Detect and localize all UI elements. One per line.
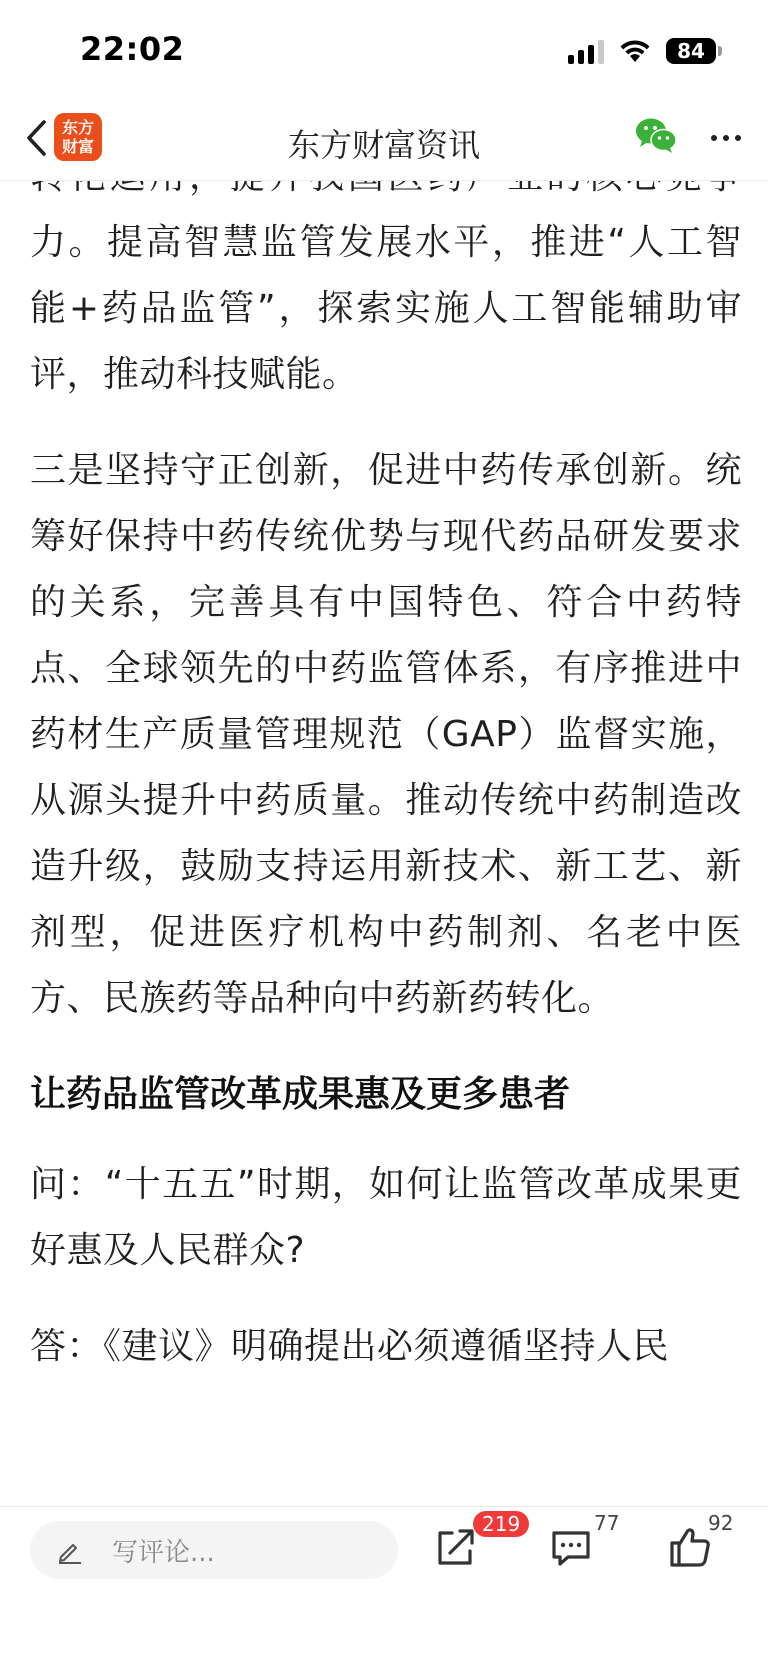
battery-level: 84 (677, 39, 705, 63)
logo-text-line2: 财富 (61, 137, 94, 156)
comment-count: 77 (594, 1511, 620, 1535)
comments-button[interactable] (542, 1517, 602, 1577)
logo-text-line1: 东方 (61, 118, 94, 137)
app-logo[interactable] (54, 113, 102, 161)
wechat-share-button[interactable] (634, 116, 678, 160)
comment-placeholder: 写评论... (112, 1537, 215, 1568)
comment-icon (542, 1517, 602, 1577)
share-count-badge: 219 (473, 1511, 529, 1537)
comment-input[interactable] (30, 1521, 398, 1579)
nav-bar (0, 100, 768, 181)
status-bar (0, 0, 768, 100)
article-paragraph: 答：《建议》明确提出必须遵循坚持人民 (30, 1326, 670, 1367)
more-dots-icon[interactable] (702, 116, 750, 160)
article-paragraph: 问：“十五五”时期，如何让监管改革成果更好惠及人民群众? (30, 1164, 742, 1271)
status-time: 22:02 (80, 30, 185, 68)
battery-icon (666, 38, 716, 64)
signal-icon (568, 38, 604, 64)
wechat-icon (634, 116, 678, 156)
status-icons (568, 34, 716, 68)
bottom-toolbar (0, 1506, 768, 1664)
section-heading: 让药品监管改革成果惠及更多患者 (30, 1074, 571, 1115)
page-title: 东方财富资讯 (287, 126, 480, 164)
article-paragraph: 三是坚持守正创新，促进中药传承创新。统筹好保持中药传统优势与现代药品研发要求的关系，完善具有中国特色、符合中药特点、全球领先的中药监管体系，有序推进中药材生产质量管理规范（GAP）监督实施，从源头提升中药质量。推动传统中药制造改造升级，鼓励支持运用新技术、新工艺、新剂型，促进医疗机构中药制剂、名老中医方、民族药等品种向中药新药转化。 (30, 450, 742, 1019)
like-count: 92 (708, 1511, 734, 1535)
article-paragraph: 力。提高智慧监管发展水平，推进“人工智能+药品监管”，探索实施人工智能辅助审评，推动科技赋能。 (30, 222, 742, 395)
article-body (30, 160, 742, 1410)
pencil-icon (56, 1536, 84, 1564)
back-button[interactable] (16, 116, 56, 160)
chevron-left-icon (24, 119, 48, 157)
wifi-icon (618, 38, 652, 64)
